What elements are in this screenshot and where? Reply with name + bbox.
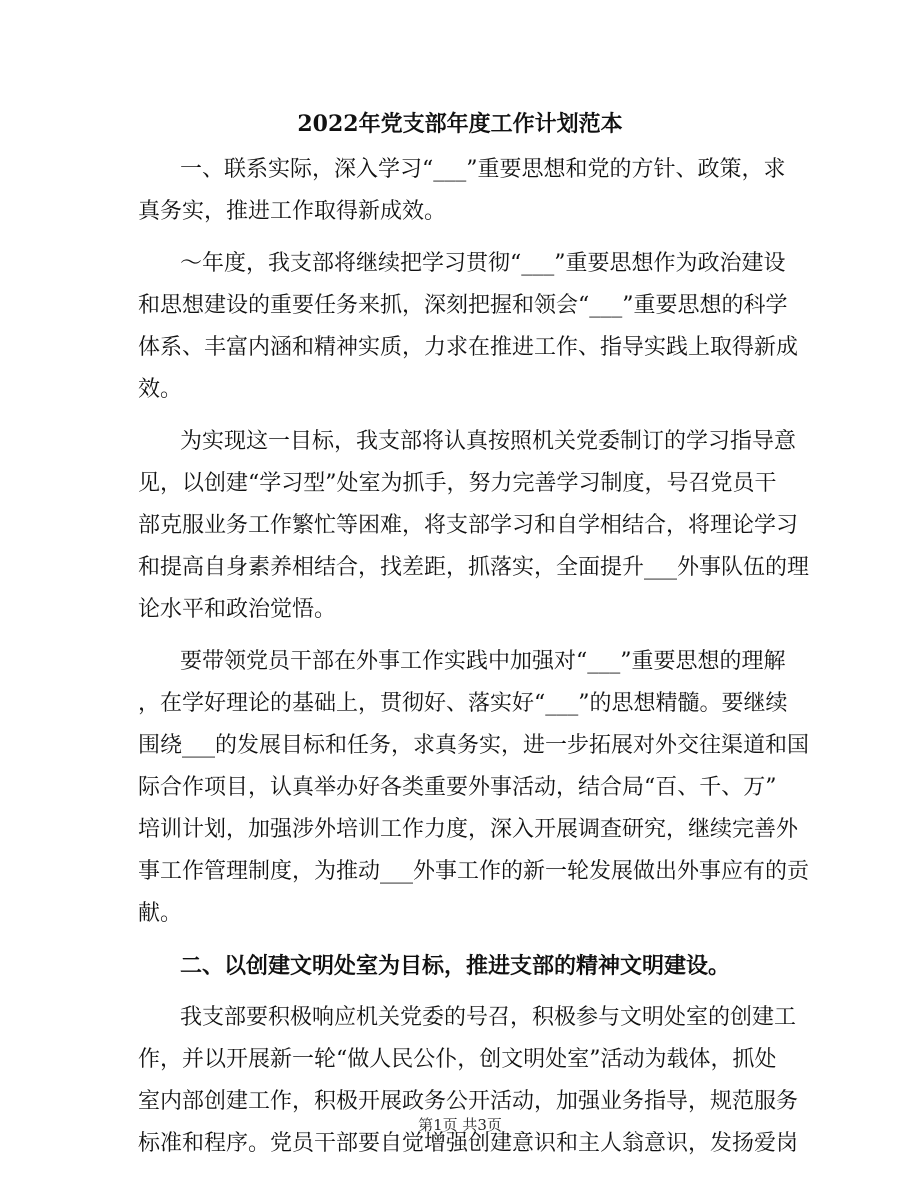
paragraph-line: 要带领党员干部在外事工作实践中加强对“___”重要思想的理解	[180, 649, 786, 674]
paragraph-line: 和提高自身素养相结合，找差距，抓落实，全面提升___外事队伍的理	[138, 555, 810, 580]
paragraph-line: 和思想建设的重要任务来抓，深刻把握和领会“___”重要思想的科学	[138, 293, 788, 318]
paragraph-line: 部克服业务工作繁忙等困难，将支部学习和自学相结合，将理论学习	[138, 513, 799, 538]
paragraph-line: ～年度，我支部将继续把学习贯彻“___”重要思想作为政治建设	[180, 251, 786, 276]
paragraph-line: 事工作管理制度，为推动___外事工作的新一轮发展做出外事应有的贡	[138, 859, 810, 884]
paragraph-line: 效。	[138, 377, 183, 402]
page-footer: 第1页 共3页	[418, 1116, 502, 1134]
document-title: 2022年党支部年度工作计划范本	[297, 111, 623, 137]
paragraph-line: 为实现这一目标，我支部将认真按照机关党委制订的学习指导意	[180, 429, 797, 454]
paragraph-line: 标准和程序。党员干部要自觉增强创建意识和主人翁意识，发扬爱岗	[138, 1131, 799, 1156]
paragraph-line: 培训计划，加强涉外培训工作力度，深入开展调查研究，继续完善外	[138, 817, 799, 842]
paragraph-line: 作，并以开展新一轮“做人民公仆，创文明处室”活动为载体，抓处	[138, 1047, 777, 1072]
paragraph-line: 论水平和政治觉悟。	[138, 597, 337, 622]
paragraph-line: 室内部创建工作，积极开展政务公开活动，加强业务指导，规范服务	[138, 1089, 799, 1114]
paragraph-line: 体系、丰富内涵和精神实质，力求在推进工作、指导实践上取得新成	[138, 335, 799, 360]
paragraph-line: ，在学好理论的基础上，贯彻好、落实好“___”的思想精髓。要继续	[138, 691, 788, 716]
paragraph-line: 献。	[138, 901, 183, 926]
paragraph-line: 一、联系实际，深入学习“___”重要思想和党的方针、政策，求	[180, 157, 786, 182]
paragraph-line: 围绕___的发展目标和任务，求真务实，进一步拓展对外交往渠道和国	[138, 733, 810, 758]
paragraph-line: 真务实，推进工作取得新成效。	[138, 199, 447, 224]
paragraph-line: 见，以创建“学习型”处室为抓手，努力完善学习制度，号召党员干	[138, 471, 777, 496]
paragraph-line: 我支部要积极响应机关党委的号召，积极参与文明处室的创建工	[180, 1005, 797, 1030]
section-heading: 二、以创建文明处室为目标，推进支部的精神文明建设。	[180, 953, 731, 979]
paragraph-line: 际合作项目，认真举办好各类重要外事活动，结合局“百、千、万”	[138, 775, 777, 800]
